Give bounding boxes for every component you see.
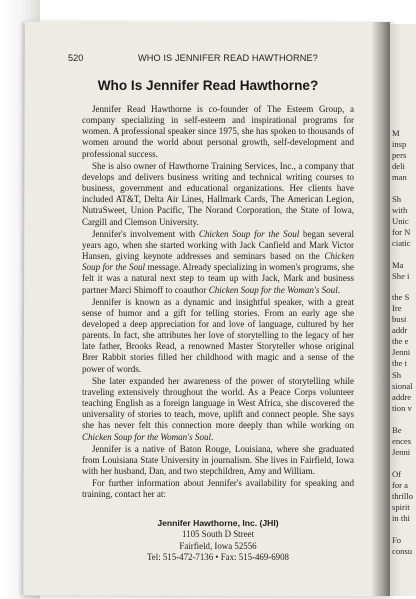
- facing-page-line: Jenni: [392, 347, 411, 357]
- facing-page-line: busi: [392, 314, 407, 324]
- facing-page-line: the t: [392, 358, 408, 368]
- facing-page-line: thrillo: [392, 491, 414, 501]
- paragraph: Jennifer Read Hawthorne is co-founder of The Esteem Group, a company specializing in self-esteem and inspirational programs for women. A professional speaker since 1975, she has spoken to thousands of women around the world about personal growth, self-development and professional success.: [82, 104, 354, 159]
- running-head: [68, 53, 348, 65]
- facing-page-line: for N: [392, 227, 411, 237]
- contact-city: Fairfield, Iowa 52556: [179, 540, 257, 551]
- facing-page-line: Ire: [392, 303, 402, 313]
- book-gutter: [372, 22, 390, 596]
- facing-page-line: pers: [392, 150, 407, 160]
- paragraph: Jennifer is known as a dynamic and insightful speaker, with a great sense of humor and a gift for telling stories. From an early age she developed a deep appreciation for and love of language, cultured by her parents. In fact, she attributes her love of storytelling to the legacy of her late father, Brooks Read, a renowned Master Storyteller whose original Brer Rabbit stories filled her childhood with magic and a sense of the power of words.: [82, 296, 354, 374]
- facing-page-line: ences: [392, 436, 412, 446]
- facing-page-line: the S: [392, 292, 410, 302]
- facing-page-line: M: [392, 128, 400, 138]
- facing-page-line: addr: [392, 325, 408, 335]
- contact-block: [82, 518, 354, 564]
- facing-page-line: sional: [392, 381, 413, 391]
- contact-street: 1105 South D Street: [182, 529, 254, 540]
- facing-page-line: spirit: [392, 502, 410, 512]
- facing-page-line: Unic: [392, 216, 409, 226]
- paragraph: For further information about Jennifer's availability for speaking and training, contact her at:: [82, 478, 354, 500]
- paragraph: She is also owner of Hawthorne Training Services, Inc., a company that develops and delivers business writing and technical writing courses to business, government and educational organizations. Her clients have included AT&T, Delta Air Lines, Hallmark Cards, The American Legion, NutraSweet, Union Pacific, The Norand Corporation, the State of Iowa, Cargill and Clemson University.: [82, 160, 354, 227]
- page-number: 520: [68, 53, 84, 63]
- facing-page-line: addre: [392, 392, 412, 402]
- facing-page-line: in thi: [392, 513, 410, 523]
- paragraph: Jennifer is a native of Baton Rouge, Louisiana, where she graduated from Louisiana State University in journalism. She lives in Fairfield, Iowa with her husband, Dan, and two stepchildren, Amy and William.: [82, 443, 354, 476]
- contact-phones: Tel: 515-472-7136 • Fax: 515-469-6908: [146, 552, 289, 563]
- paragraph: Jennifer's involvement with Chicken Soup for the Soul began several years ago, when she started working with Jack Canfield and Mark Victor Hansen, giving keynote addresses and seminars based on the Chicken Soup for the Soul message. Already specializing in women's programs, she felt it was a natural next step to team up with Jack, Mark and business partner Marci Shimoff to coauthor Chicken Soup for the Woman's Soul.: [82, 228, 354, 295]
- facing-page-line: Sh: [392, 370, 402, 380]
- facing-page-line: Fo: [392, 535, 402, 545]
- section-title: Who Is Jennifer Read Hawthorne?: [97, 78, 319, 93]
- running-title: WHO IS JENNIFER READ HAWTHORNE?: [138, 53, 318, 63]
- facing-page-line: Jenni: [392, 447, 411, 457]
- facing-page-line: consu: [392, 546, 413, 556]
- facing-page-line: Of: [392, 469, 402, 479]
- contact-company: Jennifer Hawthorne, Inc. (JHI): [157, 518, 279, 528]
- body-text: [82, 104, 354, 501]
- facing-page-line: with: [392, 205, 408, 215]
- facing-page-line: She i: [392, 271, 410, 281]
- facing-page-line: for a: [392, 480, 408, 490]
- facing-page-line: the e: [392, 336, 409, 346]
- book-page-right: [390, 24, 416, 596]
- facing-page-line: deli: [392, 161, 405, 171]
- facing-page-line: Sh: [392, 194, 402, 204]
- facing-page-line: tion v: [392, 403, 412, 413]
- facing-page-line: man: [392, 172, 407, 182]
- facing-page-line: Ma: [392, 260, 404, 270]
- facing-page-line: Be: [392, 425, 402, 435]
- paragraph: She later expanded her awareness of the power of storytelling while traveling extensively throughout the world. As a Peace Corps volunteer teaching English as a foreign language in West Africa, she discovered the universality of stories to teach, move, uplift and connect people. She says she has never felt this connection more deeply than while working on Chicken Soup for the Woman's Soul.: [82, 375, 354, 442]
- facing-page-line: ciatic: [392, 238, 411, 248]
- facing-page-line: insp: [392, 139, 407, 149]
